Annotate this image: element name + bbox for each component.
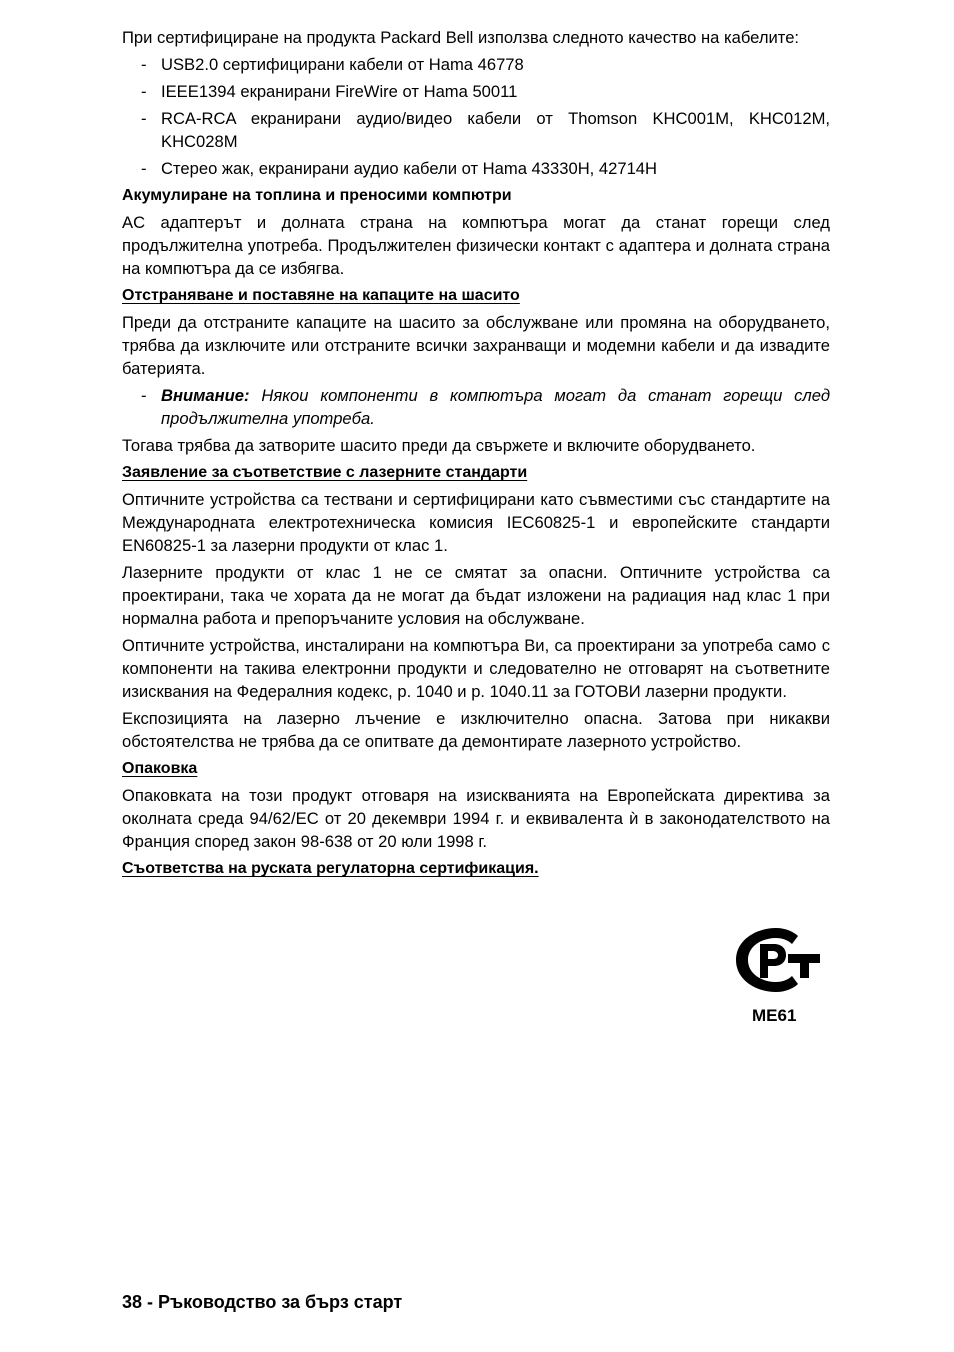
warning-label: Внимание:: [161, 386, 250, 405]
list-item-text: RCA-RCA екранирани аудио/видео кабели от Thomson KHC001M, KHC012M, KHC028M: [161, 109, 830, 151]
laser-heading: Заявление за съответствие с лазерните стандарти: [122, 464, 528, 481]
heat-paragraph: AC адаптерът и долната страна на компютъра могат да станат горещи след продължителна употреба. Продължителен физически контакт с адаптера и долната страна на компютъра да се избягва.: [122, 213, 830, 278]
list-item-text: IEEE1394 екранирани FireWire от Hama 50011: [161, 82, 518, 101]
russian-cert-heading: Съответства на руската регулаторна сертификация.: [122, 860, 539, 877]
list-item: [122, 107, 830, 153]
list-dash: -: [141, 109, 147, 128]
laser-paragraph-1: Оптичните устройства са тествани и сертифицирани като съвместими със стандартите на Международната електротехническа комисия IEC60825-1 и европейските стандарти EN60825-1 за лазерни продукти от клас 1.: [122, 490, 830, 555]
packaging-paragraph: Опаковката на този продукт отговаря на изискванията на Европейската директива за околната среда 94/62/EC от 20 декември 1994 г. и еквивалента ѝ в законодателството на Франция според закон 98-638 от 20 юли 1998 г.: [122, 786, 830, 851]
page-footer: 38 - Ръководство за бърз старт: [122, 1292, 403, 1312]
list-item-text: Стерео жак, екранирани аудио кабели от Hama 43330H, 42714H: [161, 159, 658, 178]
list-item: [122, 53, 830, 76]
list-dash: -: [141, 159, 147, 178]
chassis-heading: Отстраняване и поставяне на капаците на шасито: [122, 287, 520, 304]
packaging-heading: Опаковка: [122, 760, 198, 777]
intro-paragraph: При сертифициране на продукта Packard Bell използва следното качество на кабелите:: [122, 28, 800, 47]
cable-list: [122, 53, 830, 180]
list-item: [122, 157, 830, 180]
certification-code: ME61: [752, 1006, 797, 1025]
list-item: [122, 80, 830, 103]
laser-paragraph-2: Лазерните продукти от клас 1 не се смятат за опасни. Оптичните устройства са проектирани, така че хората да не могат да бъдат изложени на радиация над клас 1 при нормална работа и препоръчаните условия на обслужване.: [122, 563, 830, 628]
laser-paragraph-3: Оптичните устройства, инсталирани на компютъра Ви, са проектирани за употреба само с компоненти на такива електронни продукти и следователно не отговарят на съответните изисквания на Федералния кодекс, р. 1040 и р. 1040.11 за ГОТОВИ лазерни продукти.: [122, 636, 830, 701]
list-dash: -: [141, 55, 147, 74]
chassis-warning-note: [122, 384, 830, 430]
page-content: [122, 26, 830, 884]
gost-r-pct-mark-icon: [730, 924, 822, 994]
laser-paragraph-4: Експозицията на лазерно лъчение е изключително опасна. Затова при никакви обстоятелства не трябва да се опитвате да демонтирате лазерното устройство.: [122, 709, 830, 751]
heat-heading: Акумулиране на топлина и преносими компютри: [122, 187, 512, 204]
list-item-text: USB2.0 сертифицирани кабели от Hama 46778: [161, 55, 524, 74]
list-dash: -: [141, 82, 147, 101]
chassis-after-paragraph: Тогава трябва да затворите шасито преди да свържете и включите оборудването.: [122, 436, 756, 455]
list-dash: -: [141, 386, 147, 405]
chassis-paragraph: Преди да отстраните капаците на шасито за обслужване или промяна на оборудването, трябва да изключите или отстраните всички захранващи и модемни кабели и да извадите батерията.: [122, 313, 830, 378]
warning-text: Някои компоненти в компютъра могат да станат горещи след продължителна употреба.: [161, 386, 830, 428]
